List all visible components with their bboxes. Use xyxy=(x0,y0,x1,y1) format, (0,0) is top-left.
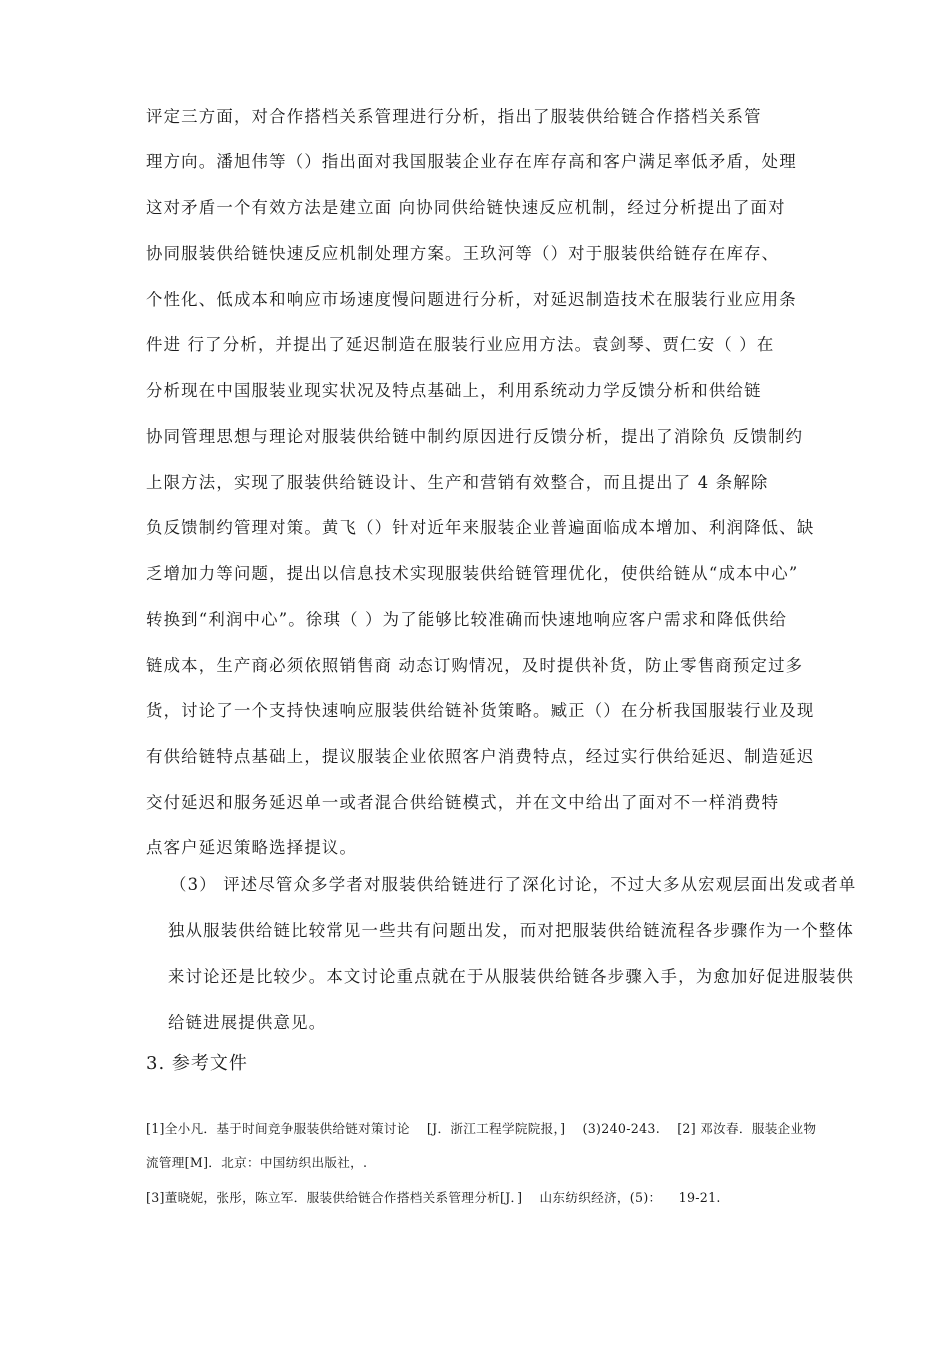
body-line: 负反馈制约管理对策。黄飞（）针对近年来服装企业普遍面临成本增加、利润降低、缺 xyxy=(146,518,815,537)
body-line: 理方向。潘旭伟等（）指出面对我国服装企业存在库存高和客户满足率低矛盾，处理 xyxy=(146,152,797,171)
reference-line: [1]全小凡．基于时间竞争服装供给链对策讨论 [J．浙江工程学院院报，] (3)240-243. [2] 邓汝春．服装企业物 xyxy=(146,1121,817,1136)
body-line: 个性化、低成本和响应市场速度慢问题进行分析，对延迟制造技术在服装行业应用条 xyxy=(146,290,797,309)
section-heading: 3. 参考文件 xyxy=(146,1053,248,1074)
body-line: 评定三方面，对合作搭档关系管理进行分析，指出了服装供给链合作搭档关系管 xyxy=(146,107,762,126)
body-line: 交付延迟和服务延迟单一或者混合供给链模式，并在文中给出了面对不一样消费特 xyxy=(146,793,780,812)
body-line: 链成本，生产商必须依照销售商 动态订购情况，及时提供补货，防止零售商预定过多 xyxy=(146,656,804,675)
body-line: 协同管理思想与理论对服装供给链中制约原因进行反馈分析，提出了消除负 反馈制约 xyxy=(146,427,804,446)
body-line: 乏增加力等问题，提出以信息技术实现服装供给链管理优化，使供给链从“成本中心” xyxy=(146,564,799,583)
body-line: 转换到“利润中心”。徐琪（ ）为了能够比较准确而快速地响应客户需求和降低供给 xyxy=(146,610,788,629)
reference-line: [3]董晓妮，张彤，陈立军．服装供给链合作搭档关系管理分析[J．] 山东纺织经济，(5)： 19-21. xyxy=(146,1190,721,1205)
body-line: 分析现在中国服装业现实状况及特点基础上，利用系统动力学反馈分析和供给链 xyxy=(146,381,762,400)
body-line: 这对矛盾一个有效方法是建立面 向协同供给链快速反应机制，经过分析提出了面对 xyxy=(146,198,786,217)
body-line: 货，讨论了一个支持快速响应服装供给链补货策略。臧正（）在分析我国服装行业及现 xyxy=(146,701,815,720)
body-line: 件进 行了分析，并提出了延迟制造在服装行业应用方法。袁剑琴、贾仁安（ ）在 xyxy=(146,335,775,354)
review-line: （3） 评述尽管众多学者对服装供给链进行了深化讨论，不过大多从宏观层面出发或者单 xyxy=(170,875,857,894)
review-line: 给链进展提供意见。 xyxy=(168,1013,327,1032)
body-line: 有供给链特点基础上，提议服装企业依照客户消费特点，经过实行供给延迟、制造延迟 xyxy=(146,747,815,766)
review-line: 独从服装供给链比较常见一些共有问题出发，而对把服装供给链流程各步骤作为一个整体 xyxy=(168,921,855,940)
review-line: 来讨论还是比较少。本文讨论重点就在于从服装供给链各步骤入手，为愈加好促进服装供 xyxy=(168,967,855,986)
body-line: 上限方法，实现了服装供给链设计、生产和营销有效整合，而且提出了 4 条解除 xyxy=(146,473,769,492)
body-line: 协同服装供给链快速反应机制处理方案。王玖河等（）对于服装供给链存在库存、 xyxy=(146,244,780,263)
reference-line: 流管理[M]．北京：中国纺织出版社，. xyxy=(146,1155,368,1170)
body-line: 点客户延迟策略选择提议。 xyxy=(146,838,358,857)
